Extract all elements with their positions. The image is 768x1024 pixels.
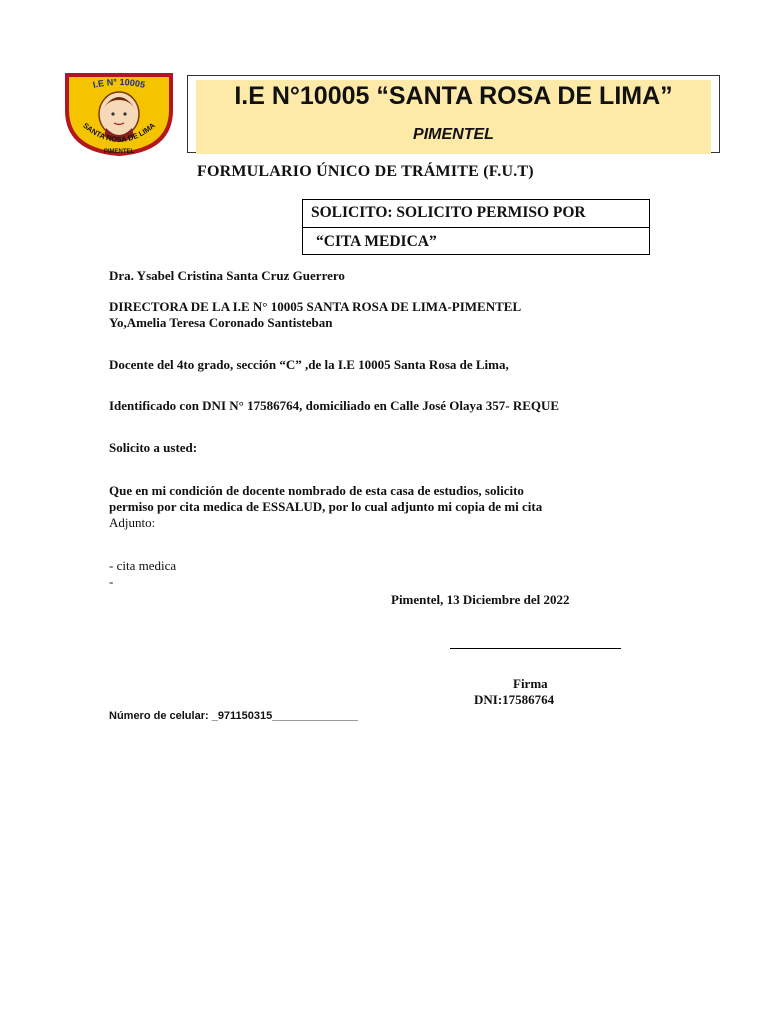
solicito-subject-line2: “CITA MEDICA”	[316, 233, 437, 250]
solicito-usted: Solicito a usted:	[109, 440, 198, 455]
request-line-2: permiso por cita medica de ESSALUD, por lo cual adjunto mi copia de mi cita	[109, 499, 543, 514]
phone-number-line: Número de celular: _971150315______________	[109, 710, 358, 722]
signature-label: Firma	[513, 676, 548, 691]
recipient-name: Dra. Ysabel Cristina Santa Cruz Guerrero	[109, 268, 345, 283]
school-title: I.E N°10005 “SANTA ROSA DE LIMA”	[234, 82, 673, 110]
form-title: FORMULARIO ÚNICO DE TRÁMITE (F.U.T)	[197, 163, 534, 180]
docente-line: Docente del 4to grado, sección “C” ,de la I.E 10005 Santa Rosa de Lima,	[109, 357, 509, 372]
signature-line	[450, 648, 621, 649]
crest-top-text: I.E N° 10005	[91, 76, 147, 90]
sender-name: Yo,Amelia Teresa Coronado Santisteban	[109, 315, 333, 330]
crest-text-overlay	[62, 70, 176, 158]
adjunto-label: Adjunto:	[109, 515, 156, 530]
school-subtitle: PIMENTEL	[413, 126, 494, 143]
date-line: Pimentel, 13 Diciembre del 2022	[391, 592, 570, 607]
solicito-subject-line1: SOLICITO: SOLICITO PERMISO POR	[311, 204, 586, 221]
request-line-1: Que en mi condición de docente nombrado de esta casa de estudios, solicito	[109, 483, 524, 498]
solicito-box-divider	[302, 227, 650, 228]
crest-bottom-text: SANTA ROSA DE LIMA	[81, 120, 157, 145]
attachment-item-1: - cita medica	[109, 558, 177, 573]
identificado-line: Identificado con DNI N° 17586764, domiciliado en Calle José Olaya 357- REQUE	[109, 398, 560, 413]
signature-dni: DNI:17586764	[474, 692, 555, 707]
crest-sub-text: PIMENTEL	[103, 149, 135, 155]
recipient-title: DIRECTORA DE LA I.E N° 10005 SANTA ROSA DE LIMA-PIMENTEL	[109, 299, 522, 314]
attachment-item-2: -	[109, 574, 114, 589]
